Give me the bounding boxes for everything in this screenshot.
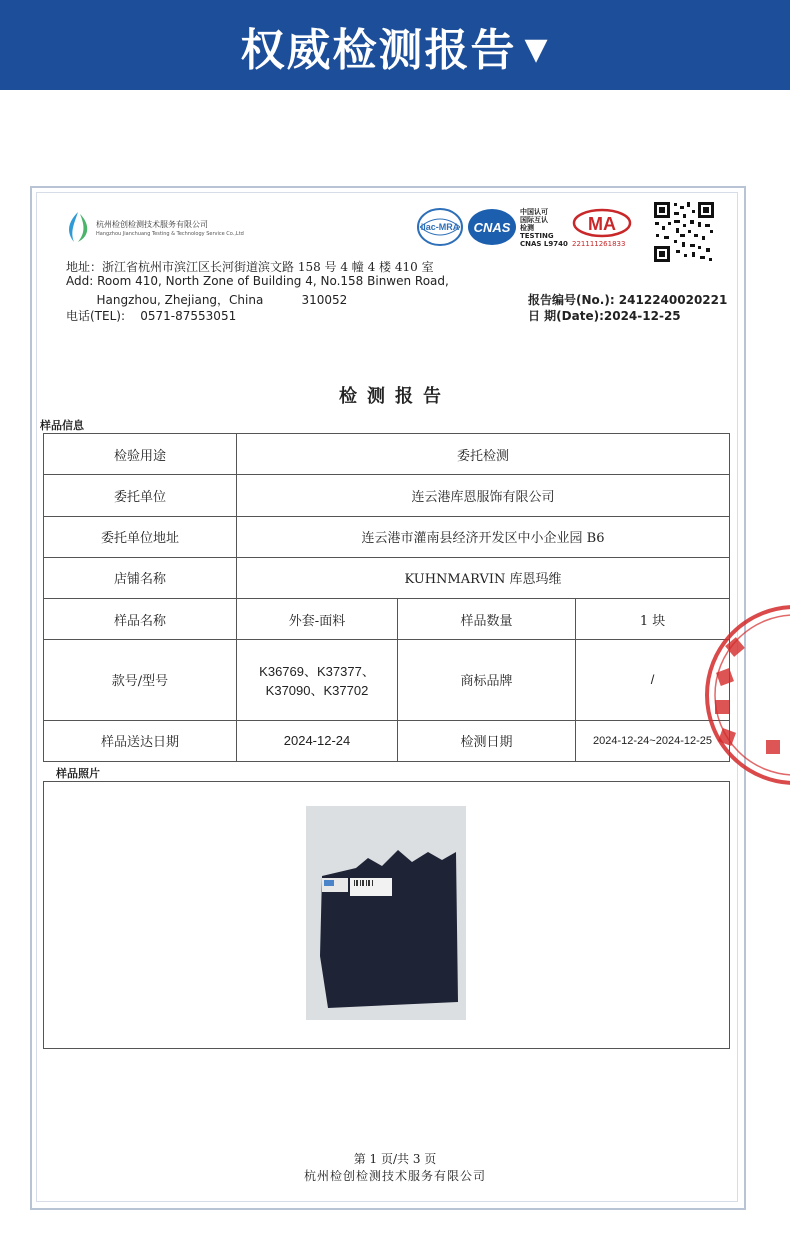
row-value: 连云港库恩服饰有限公司 [237, 475, 730, 516]
row-label: 样品数量 [398, 599, 576, 640]
address-cn: 地址：浙江省杭州市滨江区长河街道滨文路 158 号 4 幢 4 楼 410 室 [66, 260, 434, 274]
row-value: / [576, 640, 730, 720]
row-label: 商标品牌 [398, 640, 576, 720]
banner-title: 权威检测报告 ▼ [240, 25, 550, 76]
row-label: 店铺名称 [44, 557, 237, 598]
row-label: 检验用途 [44, 434, 237, 475]
row-value: 委托检测 [237, 434, 730, 475]
cma-logo-icon [572, 208, 632, 238]
row-label: 样品名称 [44, 599, 237, 640]
table-row [44, 557, 730, 598]
row-value: KUHNMARVIN 库恩玛维 [237, 557, 730, 598]
company-logo-icon [64, 210, 92, 244]
section-sample-photo: 样品照片 [56, 767, 100, 780]
company-name-en: Hangzhou Jianchuang Testing & Technology Service Co.,Ltd [96, 231, 244, 237]
section-sample-info: 样品信息 [40, 419, 84, 432]
row-label: 检测日期 [398, 720, 576, 761]
sample-info-table [43, 433, 730, 762]
chevron-down-icon: ▼ [524, 32, 550, 67]
ma-number: 221111261833 [572, 240, 626, 248]
telephone: 电话(TEL): 0571-87553051 [66, 309, 237, 323]
address-en-line2: Hangzhou, Zhejiang，China 310052 [66, 293, 348, 307]
row-label: 委托单位地址 [44, 516, 237, 557]
cnas-logo-icon [466, 207, 518, 247]
fabric-swatch-image [306, 806, 466, 1020]
report-number: 报告编号(No.): 2412240020221 [528, 293, 728, 307]
top-banner [0, 0, 790, 90]
row-label: 样品送达日期 [44, 720, 237, 761]
row-value: 连云港市灌南县经济开发区中小企业园 B6 [237, 516, 730, 557]
ma-text: MA [588, 214, 616, 234]
table-row [44, 434, 730, 475]
row-value: 2024-12-24~2024-12-25 [576, 720, 730, 761]
sample-photo [306, 806, 466, 1020]
row-value: K36769、K37377、 K37090、K37702 [237, 640, 398, 720]
table-row [44, 516, 730, 557]
ilac-text: ilac-MRA [420, 222, 460, 232]
cnas-text: CNAS [473, 220, 511, 235]
table-row [44, 475, 730, 516]
report-date: 日 期(Date):2024-12-25 [528, 309, 681, 323]
row-value: 1 块 [576, 599, 730, 640]
cert-text: 中国认可 国际互认 检测 TESTING CNAS L9740 [520, 208, 568, 248]
row-label: 款号/型号 [44, 640, 237, 720]
table-row [44, 720, 730, 761]
red-seal-stamp-icon [700, 600, 790, 790]
row-value: 外套-面料 [237, 599, 398, 640]
table-row [44, 599, 730, 640]
report-title: 检测报告 [339, 386, 451, 407]
ilac-mra-logo-icon [416, 207, 464, 247]
footer-company: 杭州检创检测技术服务有限公司 [303, 1169, 486, 1183]
address-en-line1: Add: Room 410, North Zone of Building 4, No.158 Binwen Road, [66, 274, 449, 288]
row-value: 2024-12-24 [237, 720, 398, 761]
table-row [44, 640, 730, 720]
company-name-cn: 杭州检创检测技术服务有限公司 [96, 220, 208, 229]
qr-code-icon [652, 200, 716, 264]
page-indicator: 第 1 页/共 3 页 [353, 1152, 437, 1166]
row-label: 委托单位 [44, 475, 237, 516]
